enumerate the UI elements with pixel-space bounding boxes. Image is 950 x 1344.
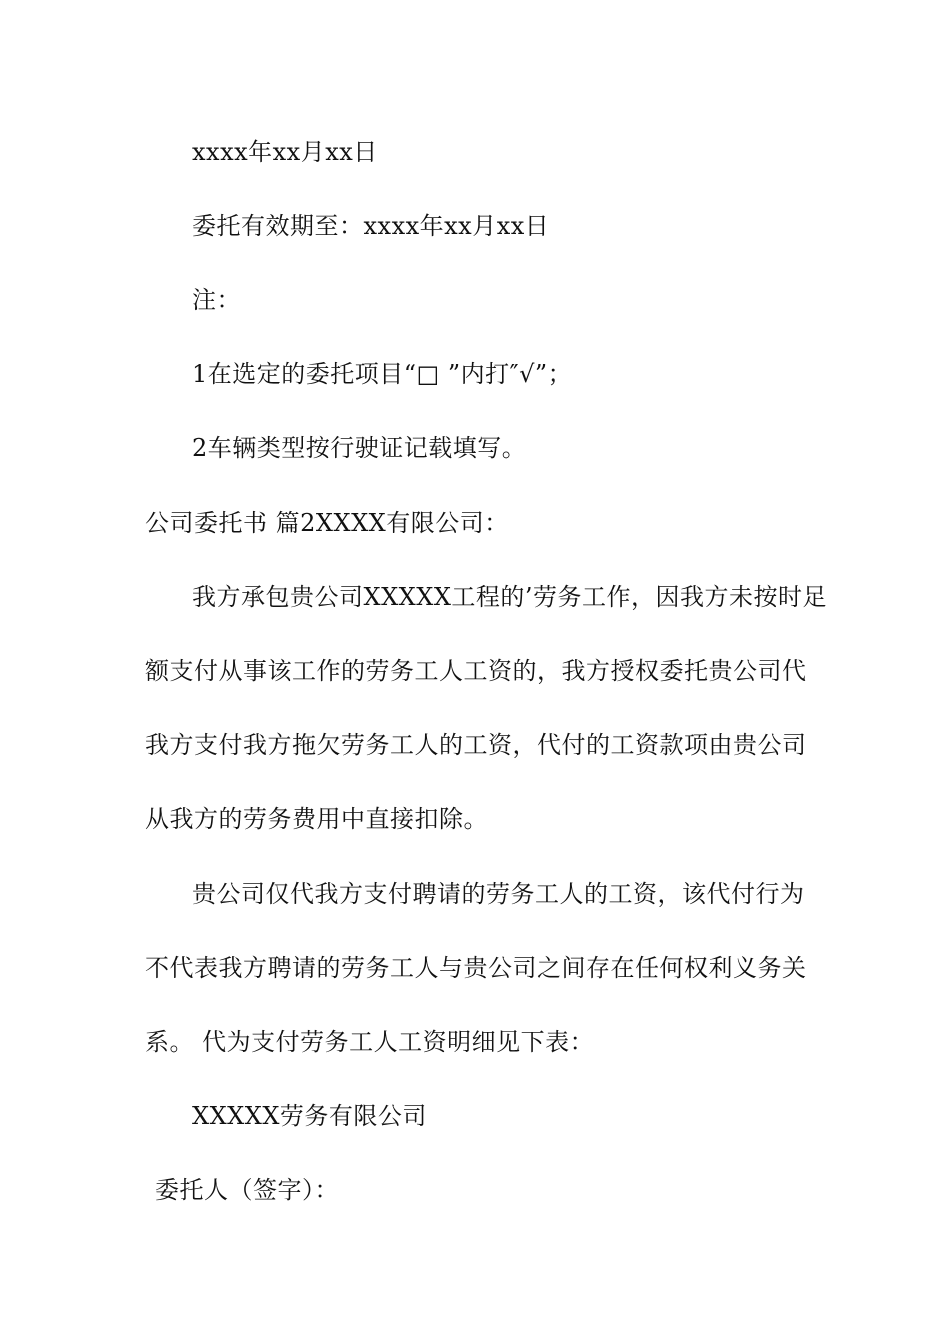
validity-line: 委托有效期至：xxxx年xx月xx日 (192, 212, 550, 240)
date-line: xxxx年xx月xx日 (192, 138, 378, 166)
paragraph-1-line-3: 我方支付我方拖欠劳务工人的工资，代付的工资款项由贵公司 (145, 731, 807, 759)
paragraph-1-line-1: 我方承包贵公司XXXXX工程的’劳务工作，因我方未按时足 (192, 583, 828, 611)
paragraph-2-line-1: 贵公司仅代我方支付聘请的劳务工人的工资，该代付行为 (192, 880, 805, 908)
signature-label: 委托人（签字）： (155, 1176, 339, 1204)
paragraph-2-line-2: 不代表我方聘请的劳务工人与贵公司之间存在任何权利义务关 (145, 954, 807, 982)
company-name: XXXXX劳务有限公司 (192, 1102, 427, 1130)
paragraph-2-line-3: 系。 代为支付劳务工人工资明细见下表： (145, 1028, 595, 1056)
paragraph-1-line-4: 从我方的劳务费用中直接扣除。 (145, 805, 488, 833)
section-heading: 公司委托书 篇2XXXX有限公司： (145, 509, 509, 537)
paragraph-1-line-2: 额支付从事该工作的劳务工人工资的，我方授权委托贵公司代 (145, 657, 807, 685)
note-item-2: 2车辆类型按行驶证记载填写。 (192, 434, 527, 462)
note-heading: 注： (192, 286, 241, 314)
note-item-1: 1在选定的委托项目“□ ”内打″√”； (192, 360, 573, 388)
